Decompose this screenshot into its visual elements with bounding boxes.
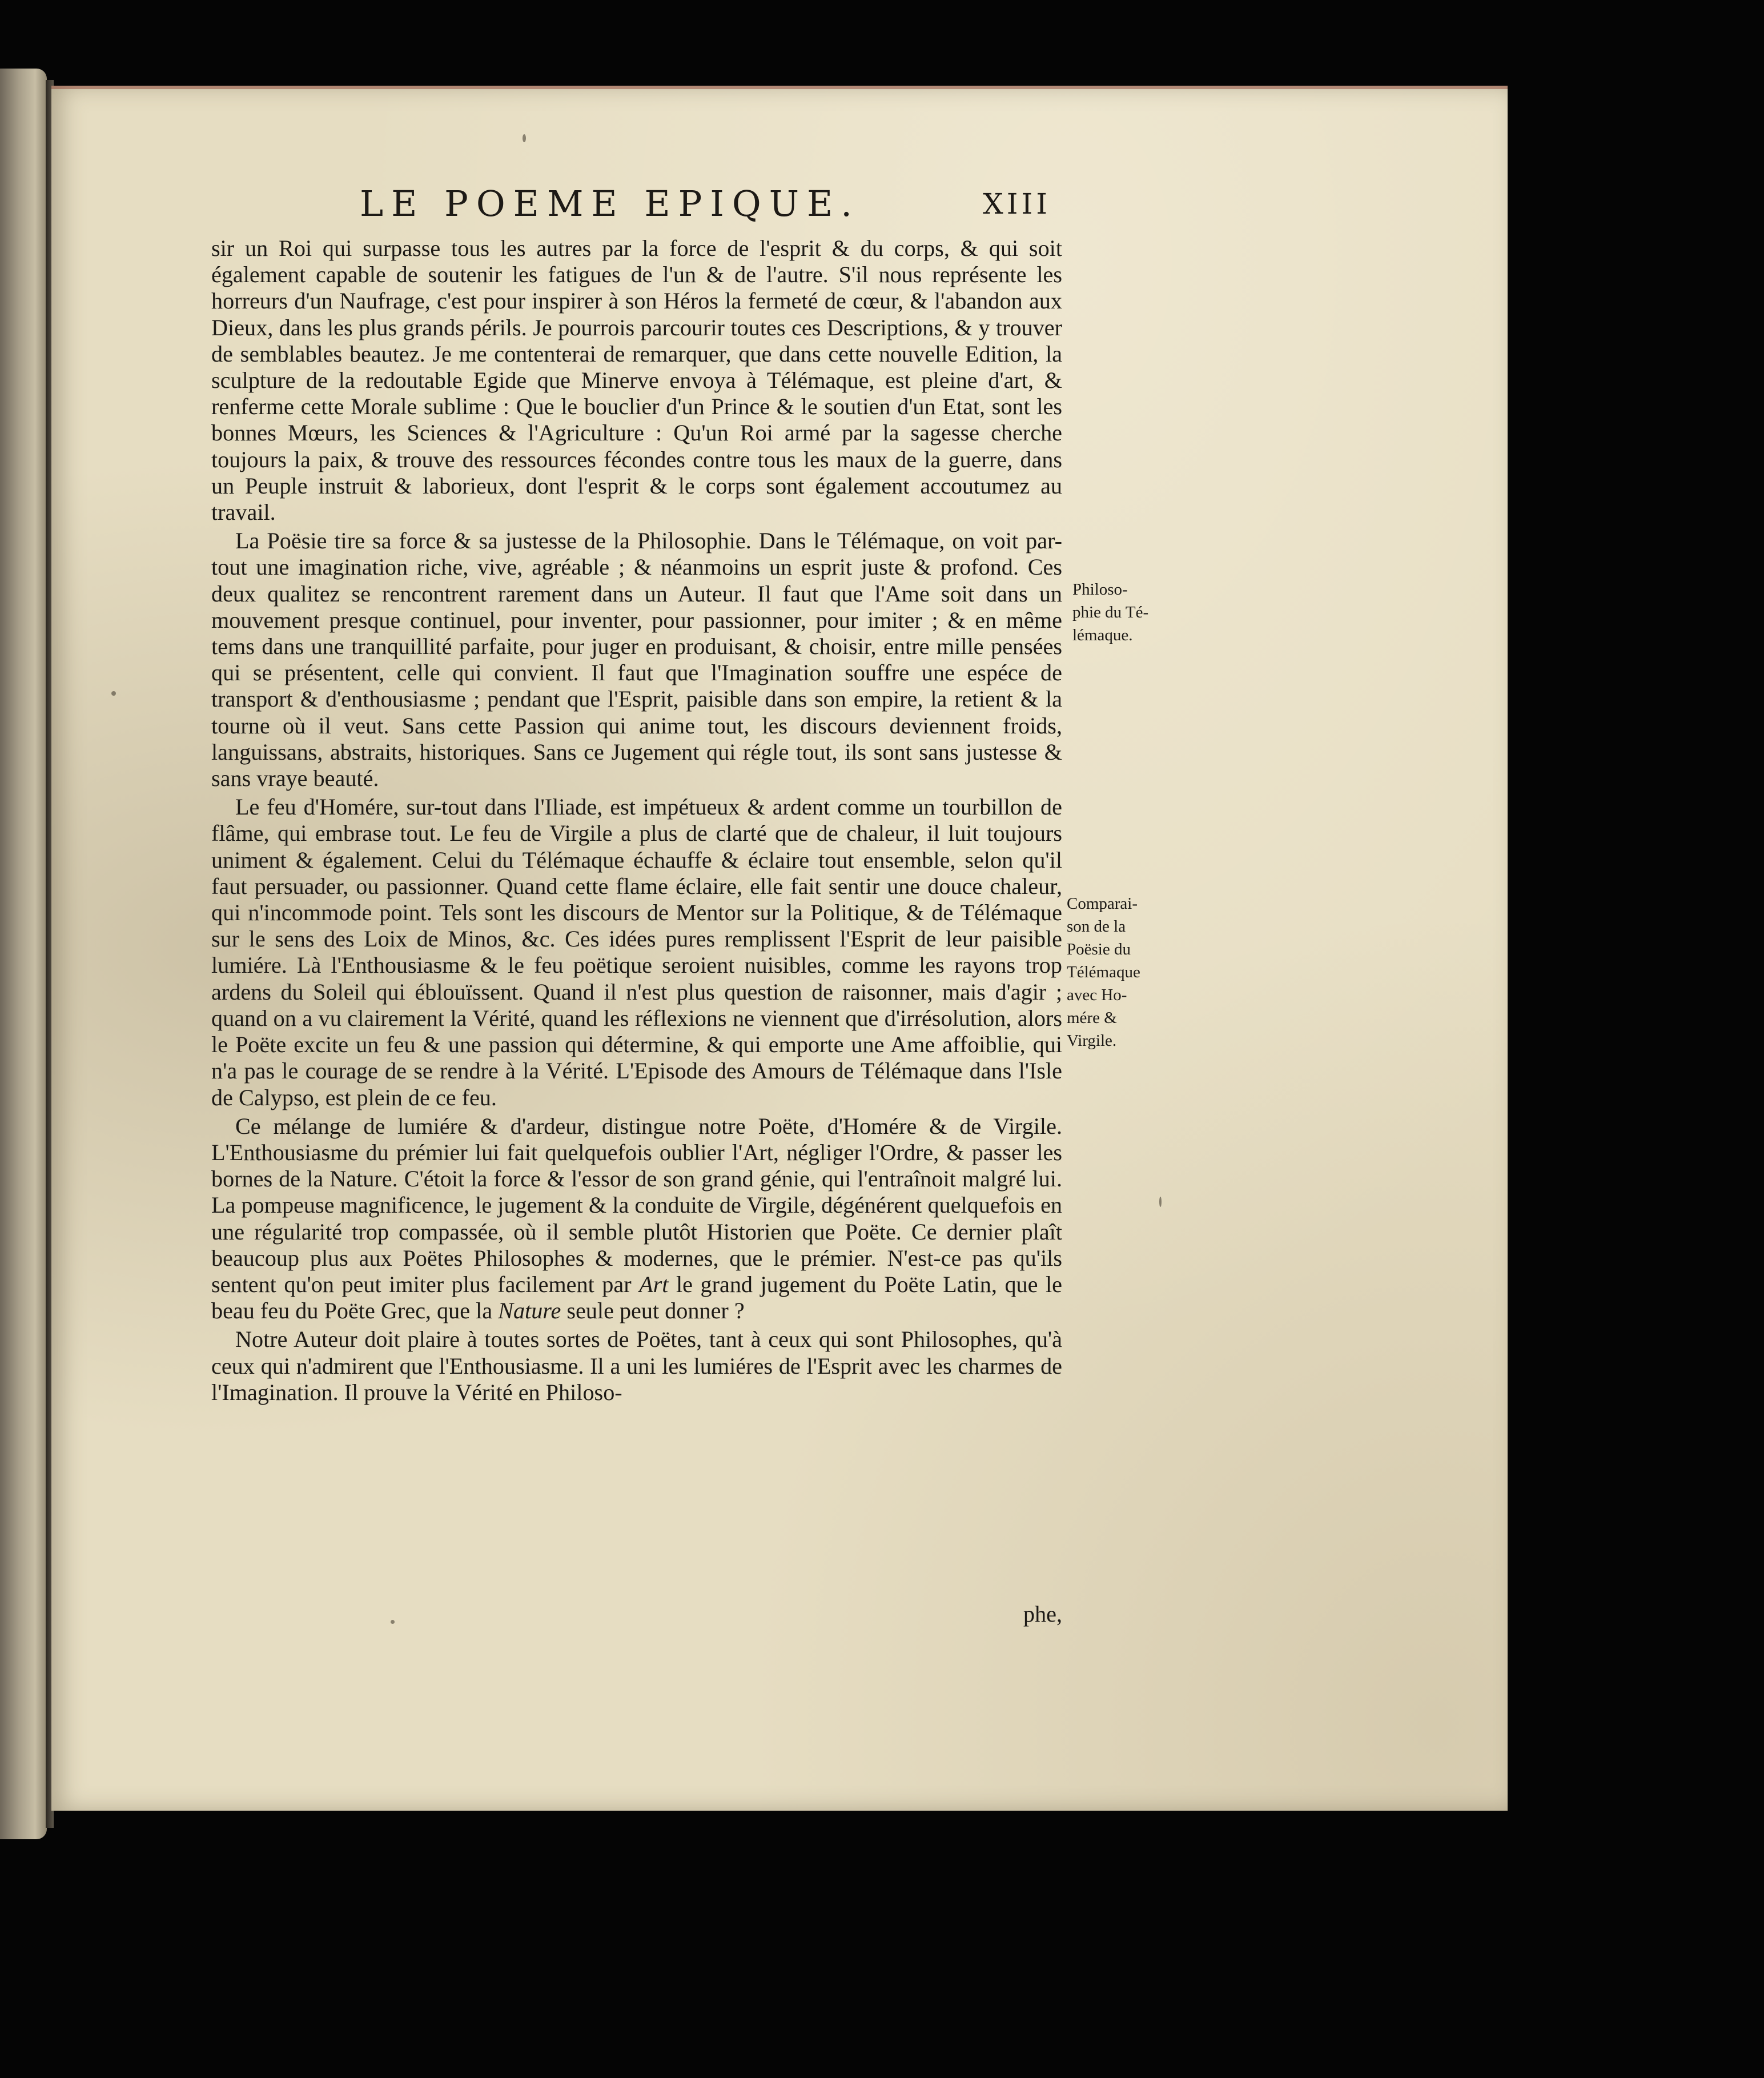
paragraph [211,1113,1062,1325]
marginal-note-line: lémaque. [1072,626,1133,644]
running-head [360,183,1051,228]
ink-speck [1159,1197,1162,1207]
paragraph [211,528,1062,792]
marginal-note-line: phie du Té- [1072,603,1149,621]
marginal-note [1072,578,1148,647]
text-run: Notre Auteur doit plaire à toutes sortes de Poëtes, tant à ceux qui sont Philosophes, qu'à ceux qui n'admirent que l'Enthousiasme. Il a uni les lumiéres de l'Esprit avec les charmes de l'Imagination. Il prouve la Vérité en Philoso- [211,1326,1062,1405]
marginal-note-line: Virgile. [1067,1032,1117,1050]
catchword: phe, [1023,1601,1062,1627]
marginal-note-line: avec Ho- [1067,986,1127,1004]
marginal-note [1067,892,1140,1052]
marginal-note-line: son de la [1067,917,1126,936]
running-title: LE POEME EPIQUE. [360,183,860,224]
ink-speck [111,691,116,696]
paragraph [211,794,1062,1110]
italic-word: Art [639,1271,669,1297]
text-run: sir un Roi qui surpasse tous les autres par la force de l'esprit & du corps, & qui soit également capable de soutenir les fatigues de l'un & de l'autre. S'il nous représente les horreurs d'un Naufrage, c'est pour inspirer à son Héros la fermeté de cœur, & l'abandon aux Dieux, dans les plus grands périls. Je pourrois parcourir toutes ces Descriptions, & y trouver de semblables beautez. Je me contenterai de remarquer, que dans cette nouvelle Edition, la sculpture de la redoutable Egide que Minerve envoya à Télémaque, est pleine d'art, & renferme cette Morale sublime : Que le bouclier d'un Prince & le soutien d'un Etat, sont les bonnes Mœurs, les Sciences & l'Agriculture : Qu'un Roi armé par la sagesse cherche toujours la paix, & trouve des ressources fécondes contre tous les maux de la guerre, dans un Peuple instruit & laborieux, dont l'esprit & le corps sont également accoutumez au travail. [211,235,1062,525]
ink-speck [391,1620,395,1624]
facing-page-edge [0,69,47,1839]
marginal-note-line: Télémaque [1067,963,1140,981]
ink-speck [523,134,526,142]
text-run: Ce mélange de lumiére & d'ardeur, distingue notre Poëte, d'Homére & de Virgile. L'Enthousiasme du prémier lui fait quelquefois oublier l'Art, négliger l'Ordre, & passer les bornes de la Nature. C'étoit la force & l'essor de son grand génie, qui l'entraînoit malgré lui. La pompeuse magnificence, le jugement & la conduite de Virgile, dégénérent quelquefois en une régularité trop compassée, où il semble plutôt Historien que Poëte. Ce dernier plaît beaucoup plus aux Poëtes Philosophes & modernes, que le prémier. N'est-ce pas qu'ils sentent qu'on peut imiter plus facilement par [211,1113,1062,1297]
text-run: le grand jugement du Poëte Latin, que le beau feu du Poëte Grec, que la [211,1271,1062,1324]
paragraph [211,1326,1062,1406]
text-run: La Poësie tire sa force & sa justesse de la Philosophie. Dans le Télémaque, on voit par-tout une imagination riche, vive, agréable ; & néanmoins un esprit juste & profond. Ces deux qualitez se rencontrent rarement dans un Auteur. Il faut que l'Ame soit dans un mouvement presque continuel, pour inventer, pour passionner, pour imiter ; & en même tems dans une tranquillité parfaite, pour juger en produisant, & choisir, entre mille pensées qui se présentent, celle qui convient. Il faut que l'Imagination souffre une espéce de transport & d'enthousiasme ; pendant que l'Esprit, paisible dans son empire, la retient & la tourne où il veut. Sans cette Passion qui anime tout, les discours deviennent froids, languissans, abstraits, historiques. Sans ce Jugement qui régle tout, ils sont sans justesse & sans vraye beauté. [211,528,1062,792]
marginal-note-line: Poësie du [1067,940,1131,958]
paragraph [211,235,1062,525]
text-run: Le feu d'Homére, sur-tout dans l'Iliade, est impétueux & ardent comme un tourbillon de flâme, qui embrase tout. Le feu de Virgile a plus de clarté que de chaleur, il luit toujours uniment & également. Celui du Télémaque échauffe & éclaire tout ensemble, selon qu'il faut persuader, ou passionner. Quand cette flame éclaire, elle fait sentir une douce chaleur, qui n'incommode point. Tels sont les discours de Mentor sur la Politique, & de Télémaque sur le sens des Loix de Minos, &c. Ces idées pures remplissent l'Esprit de leur paisible lumiére. Là l'Enthousiasme & le feu poëtique seroient nuisibles, comme les rayons trop ardens du Soleil qui éblouïssent. Quand il n'est plus question de raisonner, mais d'agir ; quand on a vu clairement la Vérité, quand les réflexions ne viennent que d'irrésolution, alors le Poëte excite un feu & une passion qui détermine, & qui emporte une Ame affoiblie, qui n'a pas le courage de se rendre à la Vérité. L'Episode des Amours de Télémaque dans l'Isle de Calypso, est plein de ce feu. [211,794,1062,1110]
marginal-note-line: Comparai- [1067,894,1138,913]
page-number: XIII [983,187,1051,220]
marginal-note-line: Philoso- [1072,580,1128,599]
italic-word: Nature [498,1298,561,1324]
marginal-note-line: mére & [1067,1009,1117,1027]
body-text [211,235,1062,1406]
page-edge-stain [51,86,1508,89]
text-run: seule peut donner ? [561,1298,745,1324]
